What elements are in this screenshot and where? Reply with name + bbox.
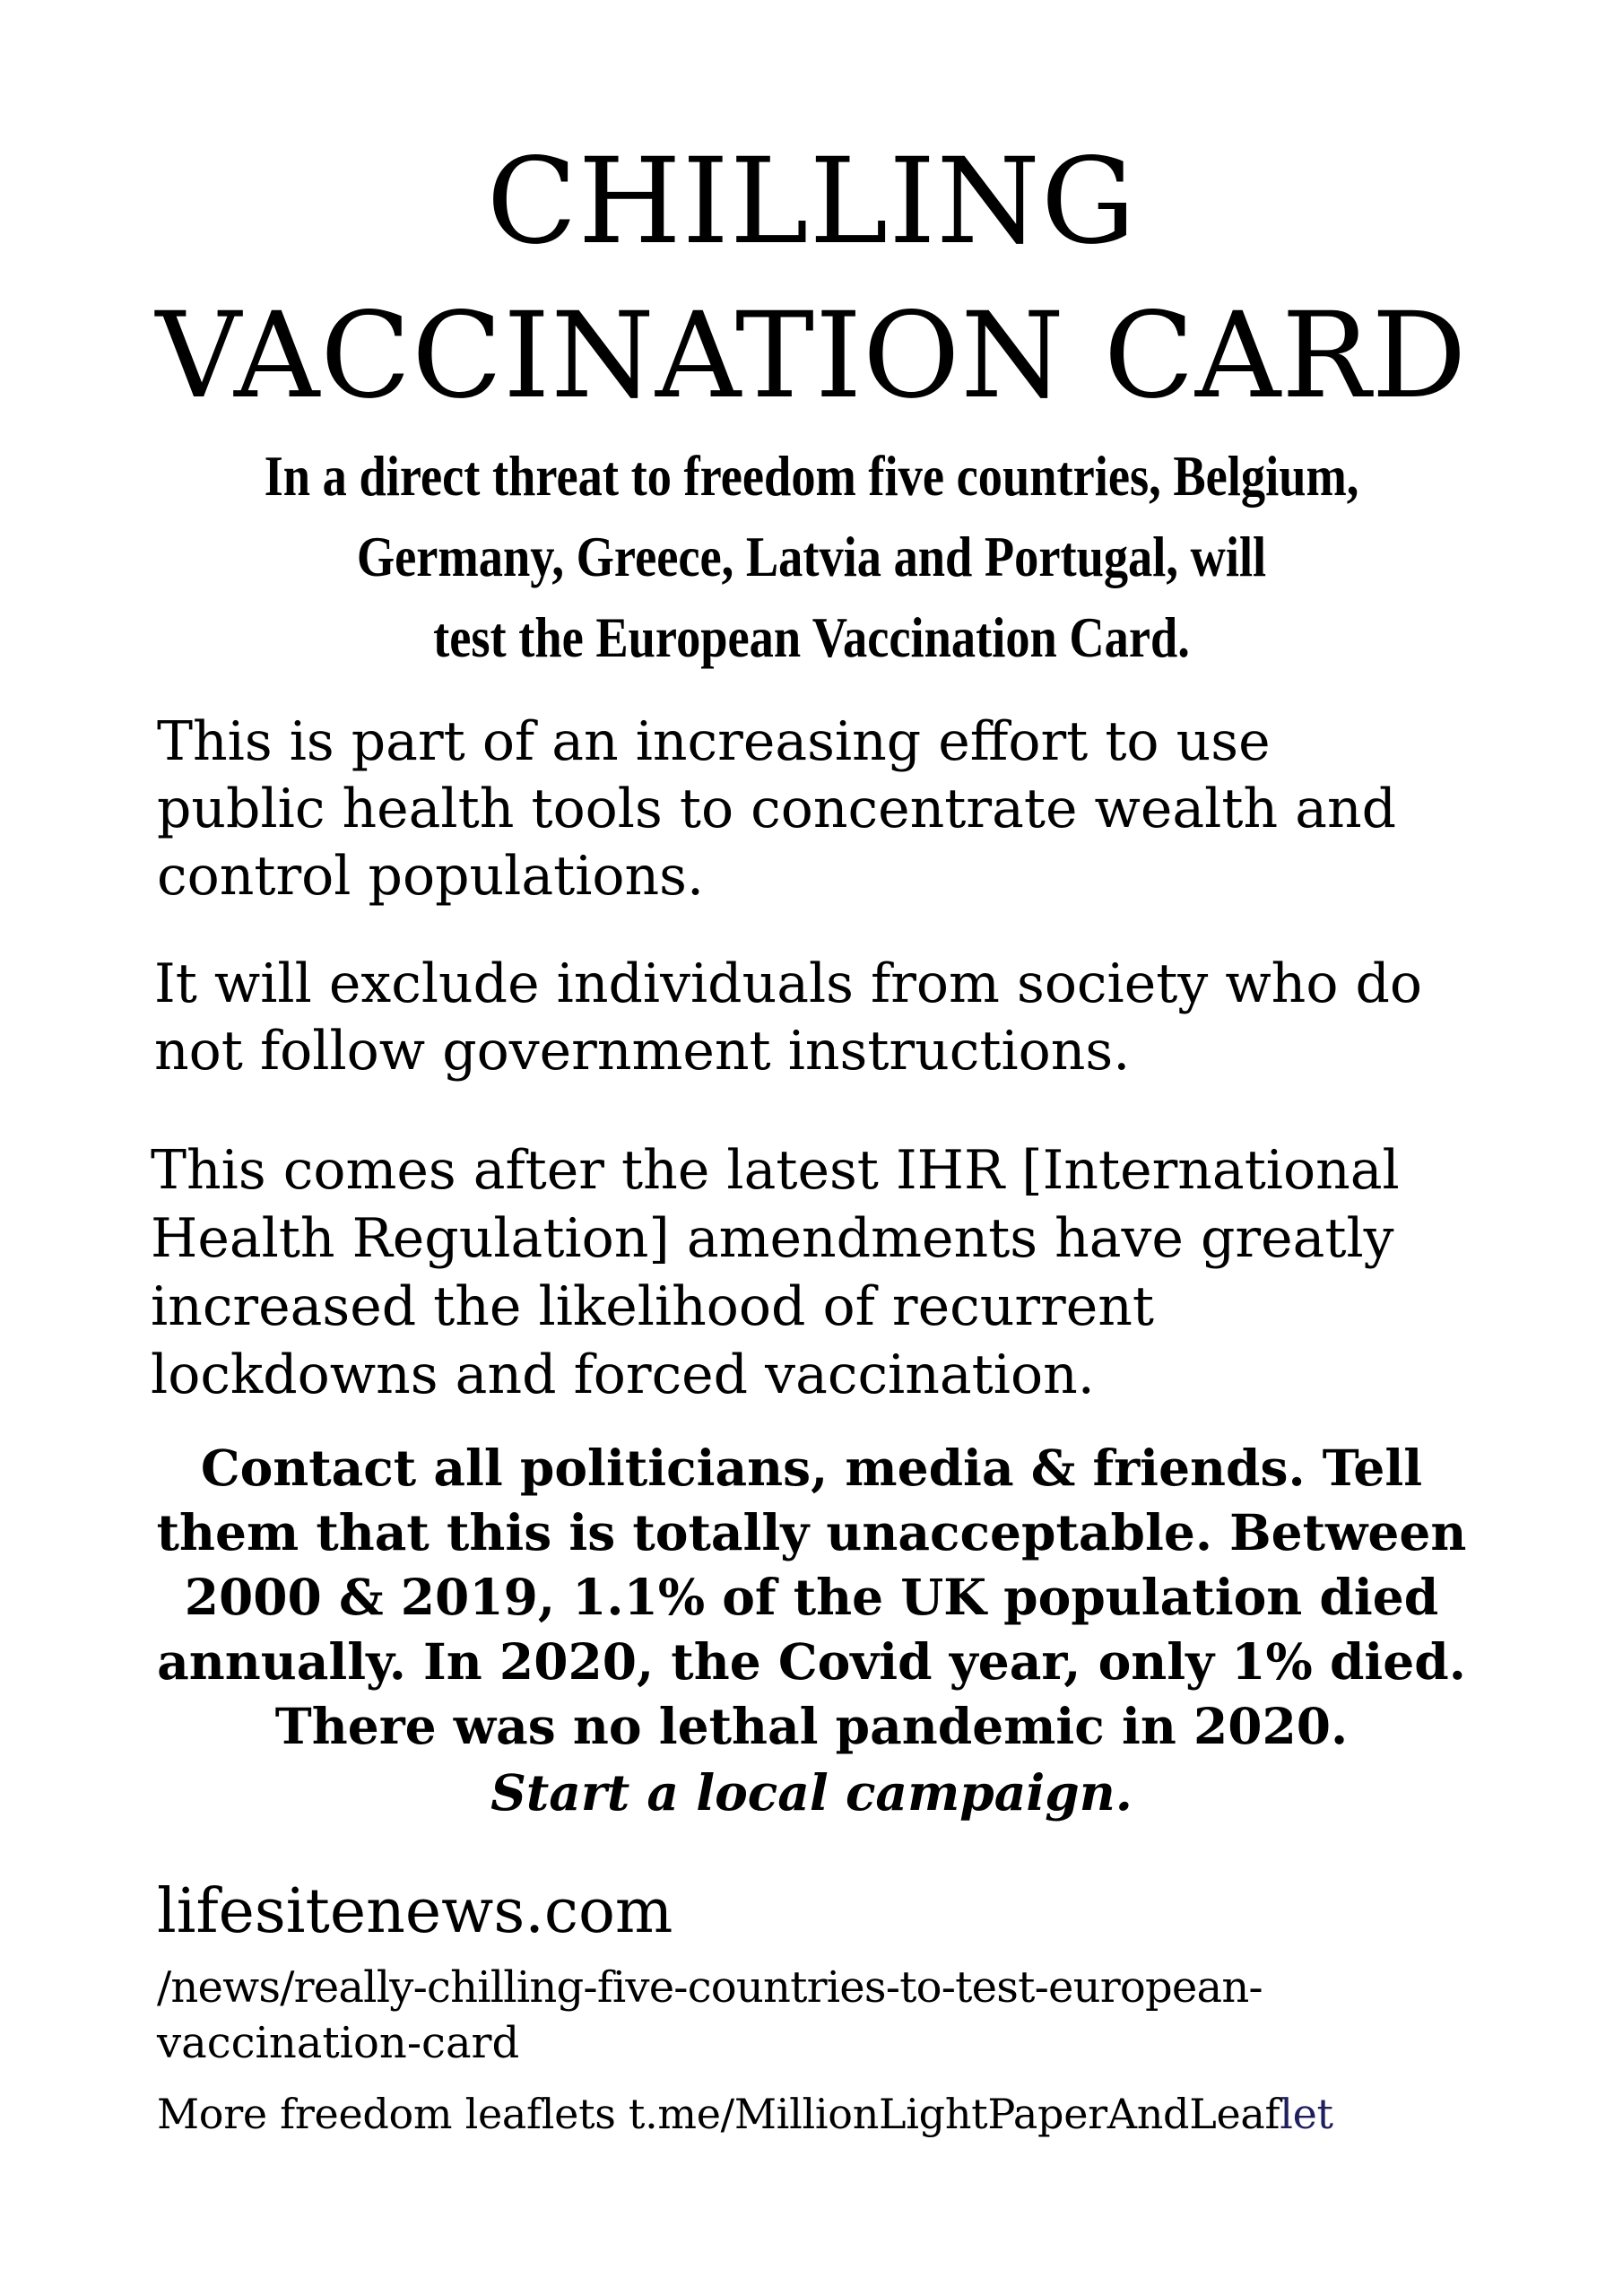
call-to-action-line-3: 2000 & 2019, 1.1% of the UK population died — [184, 1568, 1439, 1626]
footer-leaflets-text-tail: let — [1280, 2090, 1333, 2138]
call-to-action-line-5: There was no lethal pandemic in 2020. — [274, 1697, 1349, 1755]
footer-leaflets-text: More freedom leaflets t.me/MillionLightPaperAndLeaf — [157, 2090, 1280, 2138]
call-to-action-line-2: them that this is totally unacceptable. Between — [156, 1503, 1467, 1561]
paragraph-2-line-1: It will exclude individuals from society who do — [154, 952, 1423, 1015]
source-domain: lifesitenews.com — [157, 1876, 673, 1947]
source-path-line-1: /news/really-chilling-five-countries-to-test-european- — [157, 1962, 1263, 2013]
page-title-line-2: VACCINATION CARD — [155, 287, 1468, 425]
call-to-action-emphasis: Start a local campaign. — [490, 1763, 1133, 1822]
paragraph-2-line-2: not follow government instructions. — [154, 1020, 1131, 1083]
page-title-line-1: CHILLING — [486, 133, 1137, 271]
paragraph-3-line-4: lockdowns and forced vaccination. — [151, 1344, 1095, 1406]
subtitle-line-1: In a direct threat to freedom five countries, Belgium, — [264, 444, 1359, 508]
paragraph-3-line-1: This comes after the latest IHR [International — [151, 1139, 1400, 1202]
subtitle-line-3: test the European Vaccination Card. — [433, 605, 1190, 669]
call-to-action-line-4: annually. In 2020, the Covid year, only 1% died. — [157, 1632, 1466, 1691]
paragraph-1-line-3: control populations. — [157, 845, 705, 908]
call-to-action-line-1: Contact all politicians, media & friends. Tell — [200, 1439, 1423, 1497]
paragraph-1-line-2: public health tools to concentrate wealth and — [157, 778, 1397, 840]
source-path-line-2: vaccination-card — [157, 2018, 520, 2068]
paragraph-1-line-1: This is part of an increasing effort to use — [157, 710, 1271, 773]
footer-leaflets-line — [157, 2090, 1333, 2138]
paragraph-3-line-3: increased the likelihood of recurrent — [151, 1275, 1154, 1338]
subtitle-line-2: Germany, Greece, Latvia and Portugal, will — [356, 525, 1267, 588]
paragraph-3-line-2: Health Regulation] amendments have greatly — [151, 1207, 1394, 1270]
